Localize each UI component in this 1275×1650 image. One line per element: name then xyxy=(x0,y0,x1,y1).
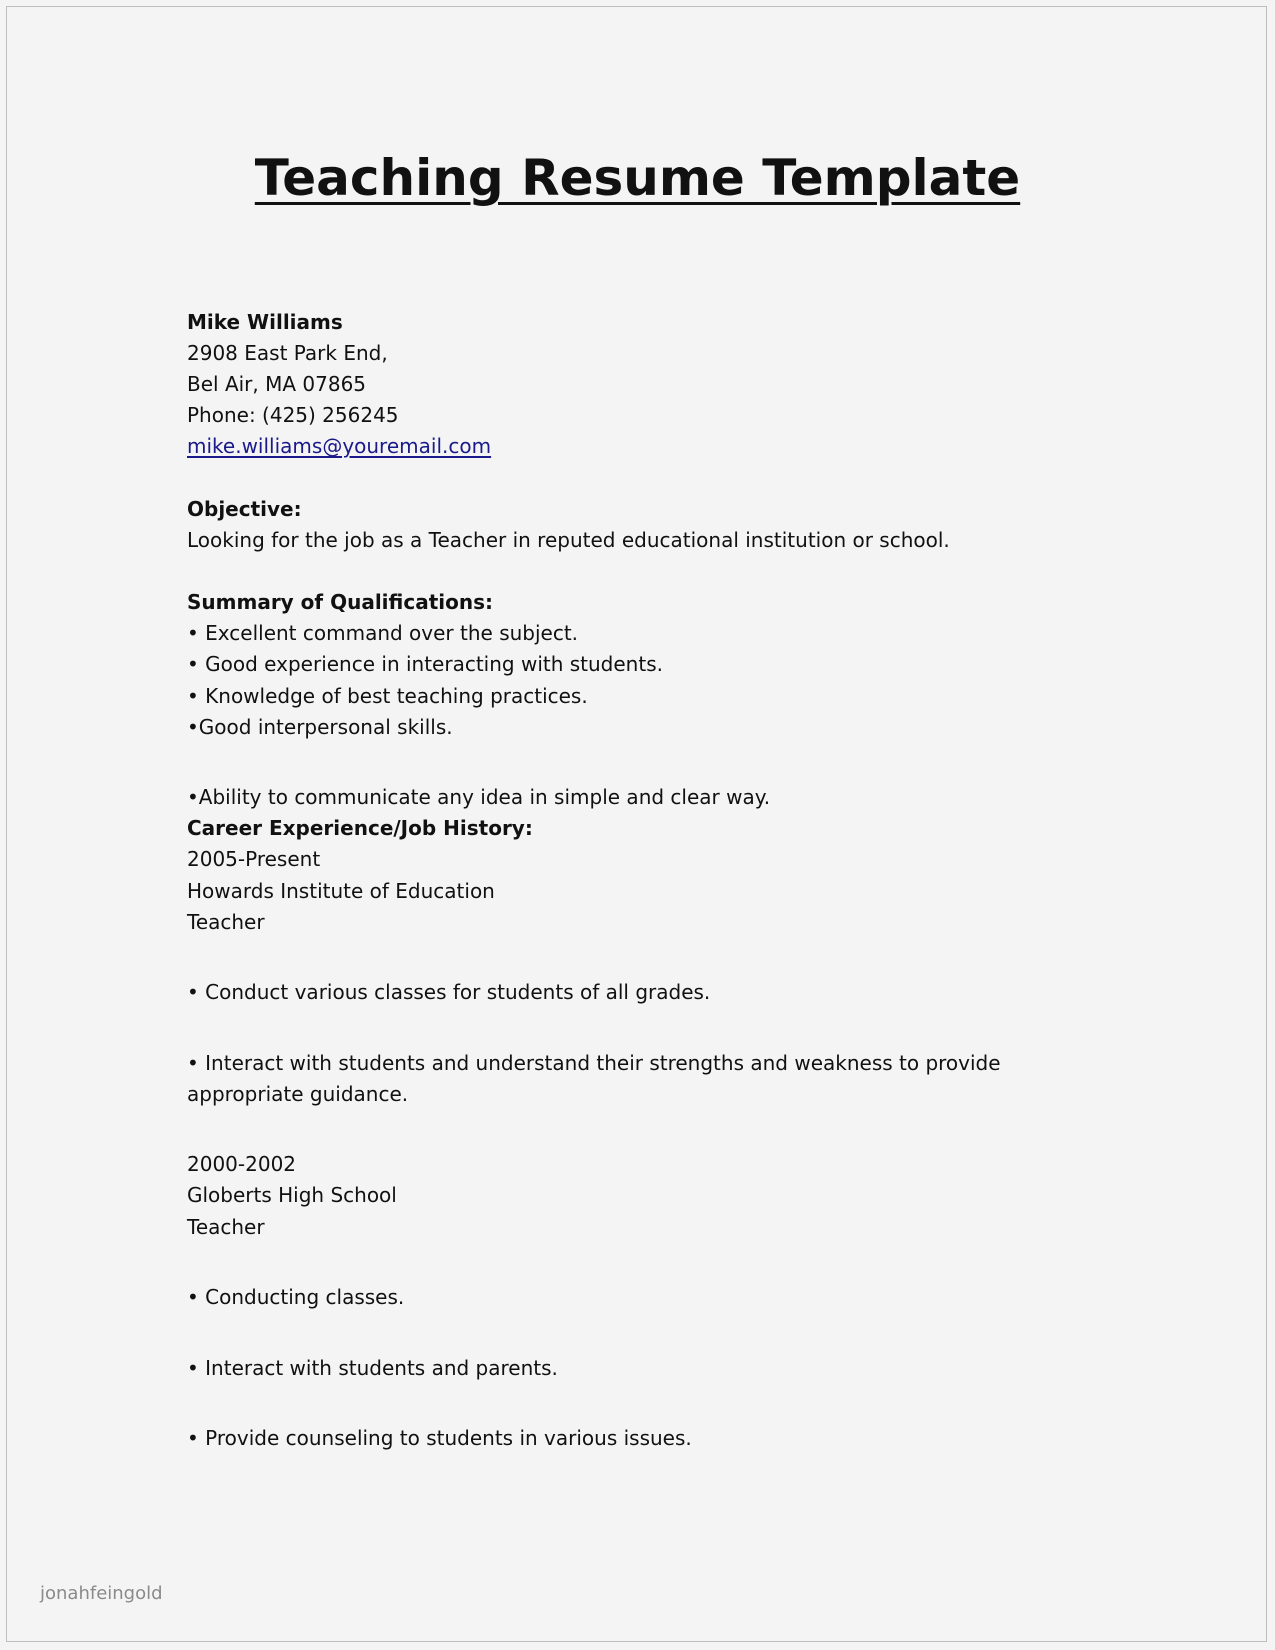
email-link[interactable]: mike.williams@youremail.com xyxy=(187,434,492,458)
applicant-name: Mike Williams xyxy=(187,310,343,334)
job-institution: Globerts High School xyxy=(187,1183,397,1207)
watermark-text: jonahfeingold xyxy=(40,1583,163,1604)
job-duty: • Conduct various classes for students of all grades. xyxy=(187,980,711,1004)
address-line-1: 2908 East Park End, xyxy=(187,341,388,365)
job-duty: • Conducting classes. xyxy=(187,1285,405,1309)
objective-text: Looking for the job as a Teacher in reputed educational institution or school. xyxy=(187,528,950,552)
qualification-item: •Good interpersonal skills. xyxy=(187,715,453,739)
qualification-item: • Good experience in interacting with students. xyxy=(187,652,663,676)
qualification-item: •Ability to communicate any idea in simple and clear way. xyxy=(187,785,771,809)
job-period: 2000-2002 xyxy=(187,1152,297,1176)
career-heading: Career Experience/Job History: xyxy=(187,816,533,840)
job-role: Teacher xyxy=(187,910,265,934)
phone-number: Phone: (425) 256245 xyxy=(187,403,399,427)
qualifications-heading: Summary of Qualifications: xyxy=(187,590,494,614)
job-duty: • Interact with students and parents. xyxy=(187,1356,558,1380)
job-institution: Howards Institute of Education xyxy=(187,879,495,903)
qualification-item: • Excellent command over the subject. xyxy=(187,621,579,645)
qualification-item: • Knowledge of best teaching practices. xyxy=(187,684,588,708)
job-role: Teacher xyxy=(187,1215,265,1239)
job-duty: • Interact with students and understand their strengths and weakness to provide xyxy=(187,1051,1001,1075)
job-duty-continuation: appropriate guidance. xyxy=(187,1082,409,1106)
document-title xyxy=(0,148,1275,208)
address-line-2: Bel Air, MA 07865 xyxy=(187,372,367,396)
objective-heading: Objective: xyxy=(187,497,302,521)
job-duty: • Provide counseling to students in various issues. xyxy=(187,1426,692,1450)
document-title-text: Teaching Resume Template xyxy=(254,149,1021,207)
job-period: 2005-Present xyxy=(187,847,321,871)
